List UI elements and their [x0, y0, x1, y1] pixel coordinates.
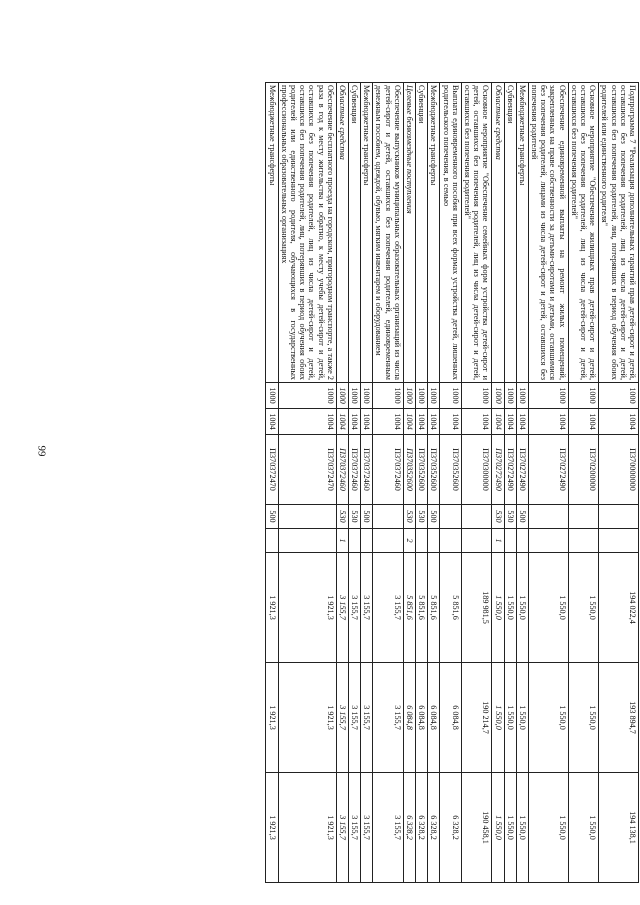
funding-note: 2 — [403, 529, 415, 553]
expense-type-code — [278, 505, 336, 529]
amount-year-3: 1 921,3 — [266, 773, 278, 883]
budget-table — [265, 82, 639, 883]
ministry-code: 1000 — [348, 383, 360, 409]
section-code: 1004 — [461, 409, 492, 435]
row-name: Субвенции — [416, 83, 428, 383]
amount-year-1: 1 550,0 — [528, 553, 568, 663]
ministry-code: 1000 — [568, 383, 599, 409]
funding-note — [461, 529, 492, 553]
ministry-code: 1000 — [336, 383, 348, 409]
table-row — [403, 83, 415, 883]
section-code: 1004 — [599, 409, 639, 435]
amount-year-3: 1 550,0 — [568, 773, 599, 883]
expense-type-code: 530 — [336, 505, 348, 529]
expense-type-code: 530 — [416, 505, 428, 529]
amount-year-1: 1 550,0 — [504, 553, 516, 663]
amount-year-2: 1 921,3 — [278, 663, 336, 773]
amount-year-2: 6 084,8 — [416, 663, 428, 773]
row-name: Межбюджетные трансферты — [428, 83, 440, 383]
amount-year-3: 1 921,3 — [278, 773, 336, 883]
row-name: Обеспечение выпускников муниципальных образовательных организаций из числа детей-сирот и детей, оставшихся без попечения родителей, единовременным денежным пособием, одеждой, обувью, мягким инвентарем и оборудованием — [373, 83, 404, 383]
rotated-page-content — [102, 82, 639, 882]
section-code: 1004 — [516, 409, 528, 435]
table-row — [440, 83, 461, 883]
funding-note — [568, 529, 599, 553]
table-row — [599, 83, 639, 883]
row-name: Выплата единовременного пособия при всех формах устройства детей, лишенных родительского попечения, в семью — [440, 83, 461, 383]
funding-note: 1 — [336, 529, 348, 553]
amount-year-1: 1 921,3 — [278, 553, 336, 663]
row-name: Целевые безвозмездные поступления — [403, 83, 415, 383]
table-row — [428, 83, 440, 883]
target-article-code: П370372470 — [266, 435, 278, 505]
row-name: Субвенции — [348, 83, 360, 383]
amount-year-3: 6 328,2 — [428, 773, 440, 883]
amount-year-1: 3 155,7 — [373, 553, 404, 663]
table-row — [416, 83, 428, 883]
table-row — [461, 83, 492, 883]
funding-note — [361, 529, 373, 553]
target-article-code: П370000000 — [599, 435, 639, 505]
target-article-code: П370272490 — [516, 435, 528, 505]
amount-year-1: 1 550,0 — [568, 553, 599, 663]
amount-year-1: 5 851,6 — [403, 553, 415, 663]
amount-year-2: 1 921,3 — [266, 663, 278, 773]
ministry-code: 1000 — [492, 383, 504, 409]
table-row — [504, 83, 516, 883]
target-article-code: П370372460 — [336, 435, 348, 505]
row-name: Основное мероприятие "Обеспечение семейных форм устройства детей-сирот и детей, оставшихся без попечения родителей, лиц из числа детей-сирот и детей, оставшихся без попечения родителей" — [461, 83, 492, 383]
table-row — [516, 83, 528, 883]
row-name: Основное мероприятие "Обеспечение жилищных прав детей-сирот и детей, оставшихся без попечения родителей, лиц из числа детей-сирот и детей, оставшихся без попечения родителей" — [568, 83, 599, 383]
section-code: 1004 — [403, 409, 415, 435]
section-code: 1004 — [373, 409, 404, 435]
funding-note — [516, 529, 528, 553]
funding-note — [266, 529, 278, 553]
funding-note — [416, 529, 428, 553]
row-name: Областные средства — [336, 83, 348, 383]
table-row — [348, 83, 360, 883]
funding-note — [428, 529, 440, 553]
section-code: 1004 — [266, 409, 278, 435]
amount-year-2: 3 155,7 — [373, 663, 404, 773]
target-article-code: П370372460 — [361, 435, 373, 505]
expense-type-code — [568, 505, 599, 529]
funding-note — [278, 529, 336, 553]
funding-note — [440, 529, 461, 553]
target-article-code: П370200000 — [568, 435, 599, 505]
row-name: Обеспечение бесплатного проезда на городском, пригородном транспорте, а также 2 раза в год к месту жительства и обратно, к месту учебы детей-сирот и детей, оставшихся без попечения родителей, лиц из числа детей-сирот и детей, оставшихся без попечения родителей, лиц, потерявших в период обучения обоих родителей или единственного родителя, обучающихся в государственных профессиональных образовательных организациях — [278, 83, 336, 383]
amount-year-2: 6 084,8 — [403, 663, 415, 773]
amount-year-1: 3 155,7 — [348, 553, 360, 663]
funding-note — [348, 529, 360, 553]
amount-year-2: 3 155,7 — [336, 663, 348, 773]
section-code: 1004 — [336, 409, 348, 435]
ministry-code: 1000 — [278, 383, 336, 409]
amount-year-2: 193 894,7 — [599, 663, 639, 773]
amount-year-1: 5 851,6 — [428, 553, 440, 663]
funding-note — [528, 529, 568, 553]
amount-year-3: 1 550,0 — [492, 773, 504, 883]
funding-note — [504, 529, 516, 553]
row-name: Обеспечение единовременной выплаты на ремонт жилых помещений, закрепленных на праве собственности за детьми-сиротами и детьми, оставшимися без попечения родителей, лицами из числа детей-сирот и детей, оставшихся без попечения родителей — [528, 83, 568, 383]
amount-year-1: 189 981,5 — [461, 553, 492, 663]
amount-year-1: 194 022,4 — [599, 553, 639, 663]
amount-year-1: 5 851,6 — [416, 553, 428, 663]
expense-type-code — [440, 505, 461, 529]
row-name: Подпрограмма 7 "Реализация дополнительных гарантий прав детей-сирот и детей, оставшихся без попечения родителей, лиц из числа детей-сирот и детей, оставшихся без попечения родителей, лиц, потерявших в период обучения обоих родителей или единственного родителя" — [599, 83, 639, 383]
amount-year-2: 1 550,0 — [492, 663, 504, 773]
section-code: 1004 — [440, 409, 461, 435]
table-row — [361, 83, 373, 883]
table-row — [278, 83, 336, 883]
amount-year-3: 3 155,7 — [361, 773, 373, 883]
ministry-code: 1000 — [373, 383, 404, 409]
amount-year-2: 1 550,0 — [568, 663, 599, 773]
expense-type-code: 530 — [504, 505, 516, 529]
expense-type-code — [461, 505, 492, 529]
section-code: 1004 — [416, 409, 428, 435]
target-article-code: П370372470 — [278, 435, 336, 505]
target-article-code: П370300000 — [461, 435, 492, 505]
expense-type-code: 500 — [266, 505, 278, 529]
target-article-code: П370352600 — [440, 435, 461, 505]
table-row — [528, 83, 568, 883]
expense-type-code — [373, 505, 404, 529]
amount-year-3: 1 550,0 — [528, 773, 568, 883]
ministry-code: 1000 — [461, 383, 492, 409]
amount-year-3: 6 328,2 — [403, 773, 415, 883]
amount-year-1: 1 550,0 — [492, 553, 504, 663]
amount-year-1: 5 851,6 — [440, 553, 461, 663]
amount-year-1: 1 921,3 — [266, 553, 278, 663]
ministry-code: 1000 — [440, 383, 461, 409]
amount-year-3: 1 550,0 — [504, 773, 516, 883]
ministry-code: 1000 — [528, 383, 568, 409]
funding-note — [599, 529, 639, 553]
amount-year-2: 1 550,0 — [528, 663, 568, 773]
amount-year-3: 3 155,7 — [336, 773, 348, 883]
target-article-code: П370272490 — [504, 435, 516, 505]
section-code: 1004 — [492, 409, 504, 435]
ministry-code: 1000 — [416, 383, 428, 409]
expense-type-code — [528, 505, 568, 529]
amount-year-3: 6 328,2 — [416, 773, 428, 883]
target-article-code: П370352600 — [428, 435, 440, 505]
row-name: Субвенции — [504, 83, 516, 383]
ministry-code: 1000 — [266, 383, 278, 409]
ministry-code: 1000 — [403, 383, 415, 409]
target-article-code: П370352600 — [403, 435, 415, 505]
amount-year-3: 6 328,2 — [440, 773, 461, 883]
target-article-code: П370352600 — [416, 435, 428, 505]
amount-year-1: 3 155,7 — [361, 553, 373, 663]
ministry-code: 1000 — [516, 383, 528, 409]
amount-year-3: 3 155,7 — [373, 773, 404, 883]
amount-year-2: 1 550,0 — [516, 663, 528, 773]
ministry-code: 1000 — [428, 383, 440, 409]
section-code: 1004 — [361, 409, 373, 435]
table-row — [568, 83, 599, 883]
expense-type-code — [599, 505, 639, 529]
table-row — [336, 83, 348, 883]
amount-year-1: 1 550,0 — [516, 553, 528, 663]
amount-year-3: 190 458,1 — [461, 773, 492, 883]
page-number: 99 — [35, 445, 48, 457]
section-code: 1004 — [568, 409, 599, 435]
row-name: Межбюджетные трансферты — [516, 83, 528, 383]
target-article-code: П370272490 — [528, 435, 568, 505]
target-article-code: П370372460 — [348, 435, 360, 505]
section-code: 1004 — [428, 409, 440, 435]
amount-year-2: 6 084,8 — [428, 663, 440, 773]
section-code: 1004 — [504, 409, 516, 435]
amount-year-3: 3 155,7 — [348, 773, 360, 883]
target-article-code: П370372460 — [373, 435, 404, 505]
row-name: Областные средства — [492, 83, 504, 383]
section-code: 1004 — [528, 409, 568, 435]
row-name: Межбюджетные трансферты — [266, 83, 278, 383]
expense-type-code: 500 — [428, 505, 440, 529]
amount-year-2: 1 550,0 — [504, 663, 516, 773]
amount-year-3: 1 550,0 — [516, 773, 528, 883]
expense-type-code: 530 — [492, 505, 504, 529]
amount-year-2: 190 214,7 — [461, 663, 492, 773]
amount-year-3: 194 138,1 — [599, 773, 639, 883]
expense-type-code: 500 — [516, 505, 528, 529]
table-row — [373, 83, 404, 883]
expense-type-code: 500 — [361, 505, 373, 529]
table-row — [266, 83, 278, 883]
section-code: 1004 — [348, 409, 360, 435]
amount-year-1: 3 155,7 — [336, 553, 348, 663]
ministry-code: 1000 — [504, 383, 516, 409]
amount-year-2: 3 155,7 — [361, 663, 373, 773]
funding-note: 1 — [492, 529, 504, 553]
funding-note — [373, 529, 404, 553]
expense-type-code: 530 — [403, 505, 415, 529]
table-row — [492, 83, 504, 883]
ministry-code: 1000 — [599, 383, 639, 409]
section-code: 1004 — [278, 409, 336, 435]
expense-type-code: 530 — [348, 505, 360, 529]
ministry-code: 1000 — [361, 383, 373, 409]
row-name: Межбюджетные трансферты — [361, 83, 373, 383]
amount-year-2: 6 084,8 — [440, 663, 461, 773]
amount-year-2: 3 155,7 — [348, 663, 360, 773]
target-article-code: П370272490 — [492, 435, 504, 505]
